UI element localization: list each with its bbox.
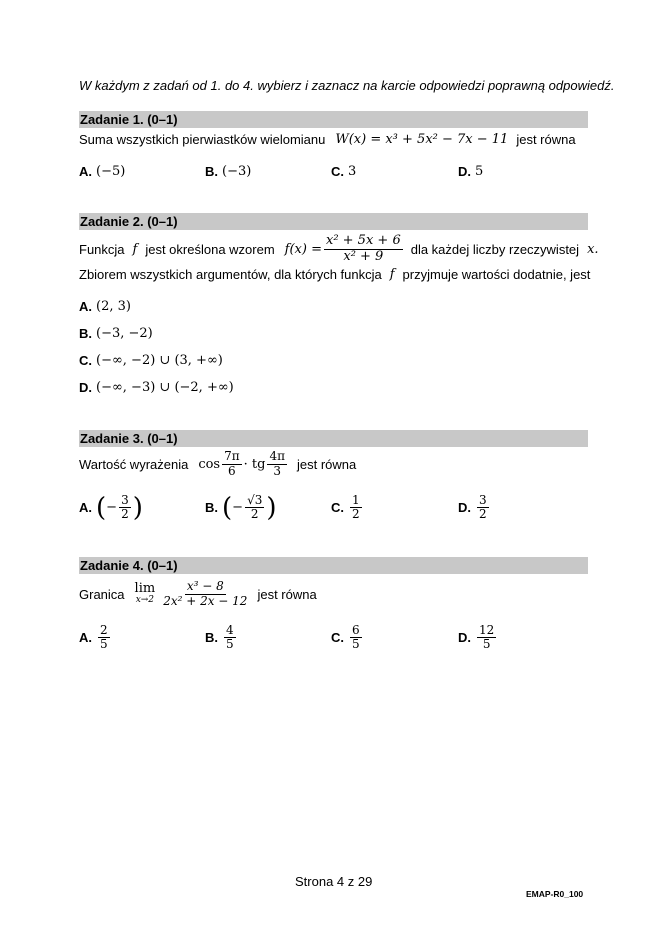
function-symbol: f xyxy=(389,266,395,282)
task-1-text-after: jest równa xyxy=(516,131,576,147)
task-4-text-before: Granica xyxy=(79,586,125,602)
task-1-text-before: Suma wszystkich pierwiastków wielomianu xyxy=(79,131,326,147)
task-2-option-b[interactable] xyxy=(79,326,153,341)
fraction-denominator: 5 xyxy=(352,637,360,652)
task-2-option-c[interactable] xyxy=(79,353,223,368)
lim-subscript: x→2 xyxy=(135,595,155,606)
fraction-denominator: 5 xyxy=(482,637,491,652)
fraction-numerator: 2 xyxy=(100,623,108,637)
left-paren: ( xyxy=(222,492,233,523)
limit-fraction xyxy=(161,580,249,607)
option-letter: C. xyxy=(79,353,92,368)
task-3-text-after: jest równa xyxy=(296,456,357,472)
task-1-option-d[interactable] xyxy=(458,164,483,179)
task-1-option-a[interactable] xyxy=(79,164,125,179)
task-1-option-b[interactable] xyxy=(205,164,251,179)
task-2-question-line-2 xyxy=(79,265,590,283)
option-fraction xyxy=(477,624,496,651)
fraction-numerator: 4 xyxy=(226,623,234,637)
fraction-denominator: 2 xyxy=(479,507,487,522)
task-4-option-a[interactable] xyxy=(79,624,112,651)
option-fraction xyxy=(224,624,236,651)
option-letter: D. xyxy=(458,500,471,516)
option-value: 5 xyxy=(475,164,484,179)
task-1-option-c[interactable] xyxy=(331,164,356,179)
option-value: (−3, −2) xyxy=(96,326,153,341)
lim-symbol: lim xyxy=(134,581,156,597)
task-3-option-b[interactable] xyxy=(205,494,277,521)
fraction-denominator: 2 xyxy=(250,507,259,522)
fraction-numerator: x³ − 8 xyxy=(186,579,224,594)
option-value: (−3) xyxy=(222,164,252,179)
fraction-numerator: 12 xyxy=(479,623,495,637)
option-value: (2, 3) xyxy=(96,299,131,314)
option-fraction xyxy=(350,494,362,521)
task-4-option-b[interactable] xyxy=(205,624,238,651)
frac-7pi-6 xyxy=(222,450,242,477)
task-1-header: Zadanie 1. (0–1) xyxy=(79,111,588,128)
option-fraction xyxy=(350,624,362,651)
fraction-denominator: x² + 9 xyxy=(343,248,384,264)
task-3-option-d[interactable] xyxy=(458,494,491,521)
minus-sign: − xyxy=(232,500,244,516)
fraction-numerator: 3 xyxy=(121,493,129,507)
fraction-denominator: 2x² + 2x − 12 xyxy=(163,593,248,608)
right-paren: ) xyxy=(132,492,143,523)
fraction-denominator: 2 xyxy=(121,507,129,522)
option-letter: D. xyxy=(458,164,471,179)
page-number: Strona 4 z 29 xyxy=(295,874,373,889)
task-2-question-line-1 xyxy=(79,233,599,265)
fraction-numerator: 4π xyxy=(269,449,285,464)
cos-symbol: cos xyxy=(198,456,221,472)
task-4-option-c[interactable] xyxy=(331,624,364,651)
option-letter: C. xyxy=(331,500,344,516)
fraction-denominator: 5 xyxy=(100,637,108,652)
task-4-text-after: jest równa xyxy=(257,586,317,602)
task-3-option-c[interactable] xyxy=(331,494,364,521)
option-fraction xyxy=(119,494,131,521)
option-letter: C. xyxy=(331,630,344,646)
option-letter: B. xyxy=(79,326,92,341)
task-3-question xyxy=(79,448,356,480)
fraction-numerator: 1 xyxy=(352,493,360,507)
task-2-line1-a: Funkcja xyxy=(79,241,125,257)
limit-operator xyxy=(135,582,156,605)
option-letter: D. xyxy=(79,380,92,395)
option-letter: D. xyxy=(458,630,471,646)
option-letter: C. xyxy=(331,164,344,179)
option-fraction xyxy=(245,494,264,521)
option-letter: A. xyxy=(79,500,92,516)
document-code: EMAP-R0_100 xyxy=(526,889,584,899)
option-letter: B. xyxy=(205,164,218,179)
task-3-text-before: Wartość wyrażenia xyxy=(79,456,189,472)
option-letter: B. xyxy=(205,500,218,516)
fraction-numerator: 7π xyxy=(224,449,240,464)
task-2-line2-b: przyjmuje wartości dodatnie, jest xyxy=(402,266,591,282)
fraction-numerator: √3 xyxy=(247,493,263,507)
fraction-numerator: 3 xyxy=(479,493,487,507)
option-letter: A. xyxy=(79,164,92,179)
variable-x: x. xyxy=(587,241,599,257)
option-letter: B. xyxy=(205,630,218,646)
instruction: W każdym z zadań od 1. do 4. wybierz i zaznacz na karcie odpowiedzi poprawną odpowiedź. xyxy=(79,78,615,93)
formula-fraction xyxy=(324,234,403,264)
formula-lhs: f(x) = xyxy=(284,241,322,257)
function-symbol: f xyxy=(132,241,138,257)
tg-symbol: · tg xyxy=(243,456,266,472)
task-2-option-a[interactable] xyxy=(79,299,131,314)
option-value: (−5) xyxy=(96,164,126,179)
fraction-denominator: 5 xyxy=(226,637,234,652)
option-fraction xyxy=(477,494,489,521)
option-value: (−∞, −2) ∪ (3, +∞) xyxy=(96,353,223,368)
option-letter: A. xyxy=(79,630,92,646)
minus-sign: − xyxy=(106,500,118,516)
task-2-header: Zadanie 2. (0–1) xyxy=(79,213,588,230)
option-fraction xyxy=(98,624,110,651)
task-3-header: Zadanie 3. (0–1) xyxy=(79,430,588,447)
task-4-question xyxy=(79,577,317,611)
task-1-formula: W(x) = x³ + 5x² − 7x − 11 xyxy=(335,131,509,147)
option-value: (−∞, −3) ∪ (−2, +∞) xyxy=(96,380,234,395)
left-paren: ( xyxy=(96,492,107,523)
task-1-question xyxy=(79,130,576,148)
fraction-denominator: 3 xyxy=(273,463,282,478)
fraction-denominator: 6 xyxy=(228,463,236,478)
option-letter: A. xyxy=(79,299,92,314)
task-4-option-d[interactable] xyxy=(458,624,498,651)
right-paren: ) xyxy=(266,492,277,523)
task-2-line2-a: Zbiorem wszystkich argumentów, dla których funkcja xyxy=(79,266,382,282)
option-value: 3 xyxy=(348,164,357,179)
task-2-option-d[interactable] xyxy=(79,380,234,395)
fraction-numerator: 6 xyxy=(352,623,360,637)
frac-4pi-3 xyxy=(267,450,287,477)
fraction-numerator: x² + 5x + 6 xyxy=(325,233,401,249)
task-2-line1-c: dla każdej liczby rzeczywistej xyxy=(410,241,580,257)
fraction-denominator: 2 xyxy=(352,507,360,522)
task-2-line1-b: jest określona wzorem xyxy=(145,241,275,257)
task-4-header: Zadanie 4. (0–1) xyxy=(79,557,588,574)
task-3-option-a[interactable] xyxy=(79,494,143,521)
